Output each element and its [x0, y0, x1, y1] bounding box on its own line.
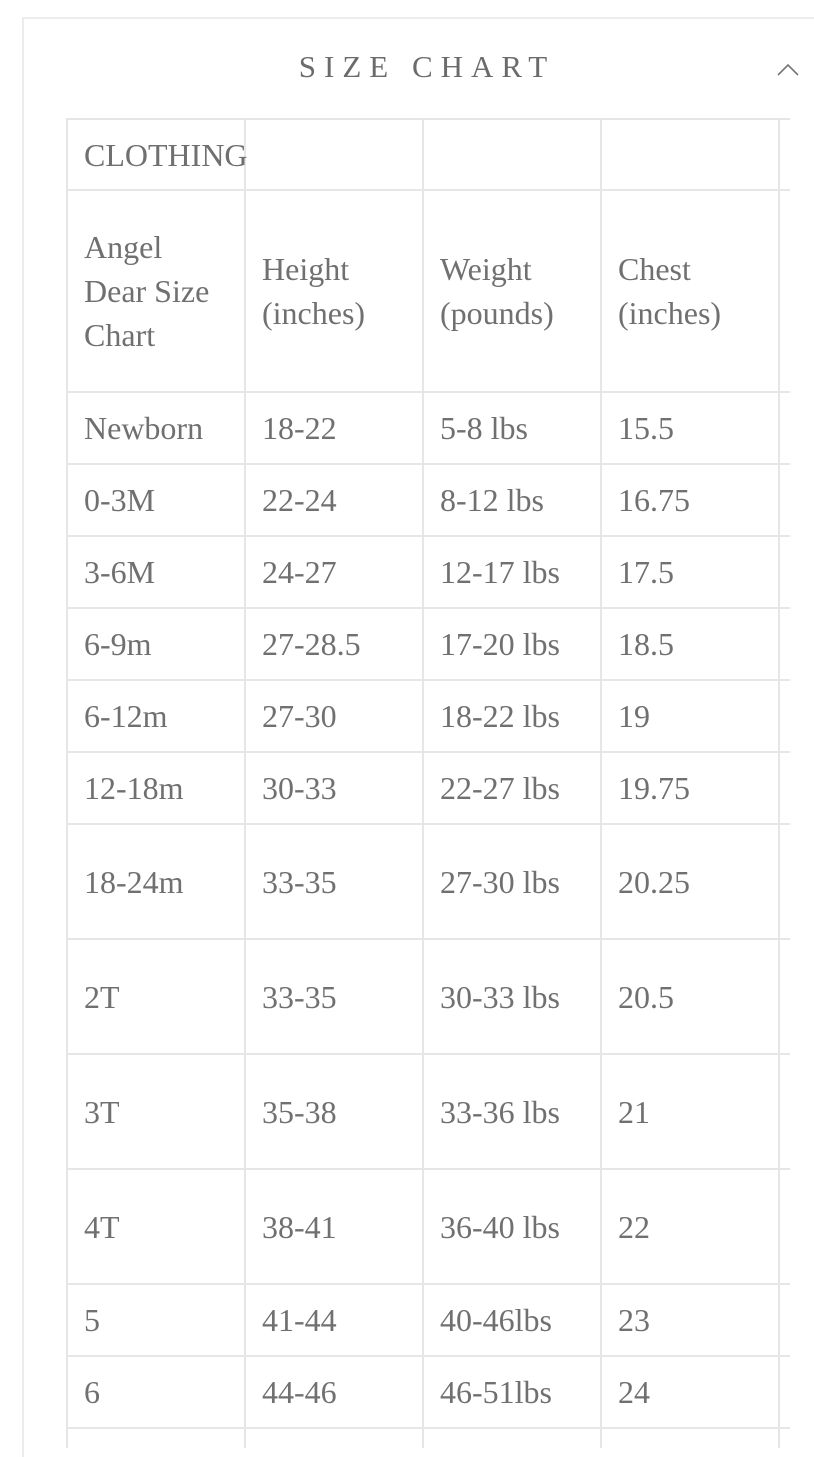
weight-cell: 36-40 lbs	[423, 1169, 601, 1284]
size-cell: Newborn	[67, 392, 245, 464]
height-cell: 18-22	[245, 392, 423, 464]
size-cell: 3-6M	[67, 536, 245, 608]
table-row	[67, 1169, 790, 1284]
size-cell: 18-24m	[67, 824, 245, 939]
height-cell: 24-27	[245, 536, 423, 608]
column-header-size: Angel Dear Size Chart	[67, 190, 245, 392]
size-cell: 12-18m	[67, 752, 245, 824]
height-cell: 44-46	[245, 1356, 423, 1428]
chest-cell: 21	[601, 1054, 779, 1169]
header-row	[67, 190, 790, 392]
column-header-extra	[779, 190, 790, 392]
height-cell: 33-35	[245, 939, 423, 1054]
size-table-scroll-container[interactable]	[66, 118, 790, 1448]
weight-cell: 27-30 lbs	[423, 824, 601, 939]
table-row	[67, 1356, 790, 1428]
size-cell: 6	[67, 1356, 245, 1428]
weight-cell: 18-22 lbs	[423, 680, 601, 752]
size-chart-accordion-header[interactable]	[24, 19, 814, 117]
height-cell	[245, 1428, 423, 1448]
column-header-weight: Weight (pounds)	[423, 190, 601, 392]
weight-cell: 5-8 lbs	[423, 392, 601, 464]
table-cell	[779, 536, 790, 608]
chest-cell: 20.25	[601, 824, 779, 939]
weight-cell: 46-51lbs	[423, 1356, 601, 1428]
weight-cell: 8-12 lbs	[423, 464, 601, 536]
table-cell	[779, 119, 790, 190]
weight-cell: 40-46lbs	[423, 1284, 601, 1356]
weight-cell: 12-17 lbs	[423, 536, 601, 608]
weight-cell	[423, 1428, 601, 1448]
table-row	[67, 392, 790, 464]
table-cell	[779, 1054, 790, 1169]
chest-cell: 19.75	[601, 752, 779, 824]
category-label: CLOTHING	[67, 119, 245, 190]
size-cell: 6-12m	[67, 680, 245, 752]
table-cell	[779, 392, 790, 464]
table-row	[67, 824, 790, 939]
height-cell: 30-33	[245, 752, 423, 824]
chest-cell: 19	[601, 680, 779, 752]
category-row	[67, 119, 790, 190]
height-cell: 33-35	[245, 824, 423, 939]
height-cell: 38-41	[245, 1169, 423, 1284]
height-cell: 41-44	[245, 1284, 423, 1356]
size-cell: 6-9m	[67, 608, 245, 680]
size-chart-panel	[22, 17, 814, 1457]
table-cell	[779, 752, 790, 824]
height-cell: 35-38	[245, 1054, 423, 1169]
chest-cell: 17.5	[601, 536, 779, 608]
weight-cell: 22-27 lbs	[423, 752, 601, 824]
table-row	[67, 608, 790, 680]
size-cell: 0-3M	[67, 464, 245, 536]
chest-cell: 22	[601, 1169, 779, 1284]
table-row	[67, 1054, 790, 1169]
chest-cell: 18.5	[601, 608, 779, 680]
table-cell	[779, 1428, 790, 1448]
size-cell: 2T	[67, 939, 245, 1054]
chest-cell: 15.5	[601, 392, 779, 464]
size-cell: 5	[67, 1284, 245, 1356]
weight-cell: 17-20 lbs	[423, 608, 601, 680]
table-row	[67, 464, 790, 536]
height-cell: 22-24	[245, 464, 423, 536]
chest-cell	[601, 1428, 779, 1448]
size-cell: 3T	[67, 1054, 245, 1169]
weight-cell: 33-36 lbs	[423, 1054, 601, 1169]
height-cell: 27-30	[245, 680, 423, 752]
table-cell	[779, 824, 790, 939]
table-row	[67, 680, 790, 752]
table-cell	[779, 680, 790, 752]
chest-cell: 24	[601, 1356, 779, 1428]
size-cell	[67, 1428, 245, 1448]
table-cell	[779, 464, 790, 536]
table-row	[67, 536, 790, 608]
table-cell	[779, 608, 790, 680]
size-chart-title: SIZE CHART	[298, 49, 556, 84]
table-cell	[779, 939, 790, 1054]
chevron-up-icon[interactable]	[776, 57, 800, 81]
chest-cell: 16.75	[601, 464, 779, 536]
size-cell: 4T	[67, 1169, 245, 1284]
table-row	[67, 1284, 790, 1356]
size-table	[66, 118, 790, 1448]
column-header-chest: Chest (inches)	[601, 190, 779, 392]
table-cell	[779, 1169, 790, 1284]
chest-cell: 23	[601, 1284, 779, 1356]
table-row	[67, 939, 790, 1054]
weight-cell: 30-33 lbs	[423, 939, 601, 1054]
height-cell: 27-28.5	[245, 608, 423, 680]
column-header-height: Height (inches)	[245, 190, 423, 392]
table-cell	[601, 119, 779, 190]
table-row	[67, 752, 790, 824]
table-cell	[779, 1356, 790, 1428]
table-cell	[245, 119, 423, 190]
table-cell	[779, 1284, 790, 1356]
table-cell	[423, 119, 601, 190]
table-row	[67, 1428, 790, 1448]
chest-cell: 20.5	[601, 939, 779, 1054]
